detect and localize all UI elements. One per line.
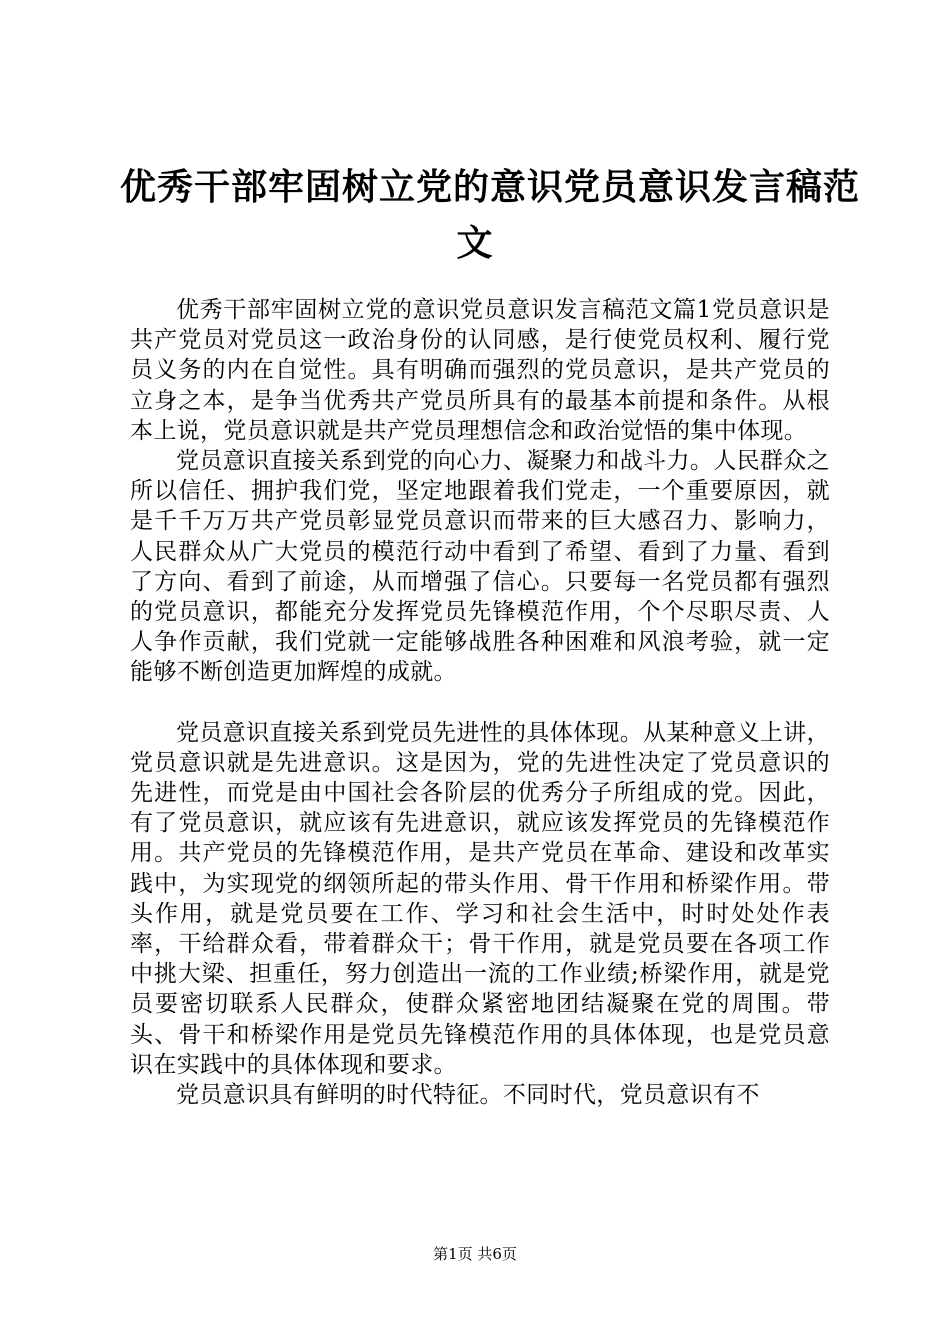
title-line-1: 优秀干部牢固树立党的意识党员意识发言稿范 [120,167,861,208]
paragraph-3: 党员意识直接关系到党员先进性的具体体现。从某种意义上讲，党员意识就是先进意识。这是因为，党的先进性决定了党员意识的先进性，而党是由中国社会各阶层的优秀分子所组成的党。因此，有了党员意识，就应该有先进意识，就应该发挥党员的先锋模范作用。共产党员的先锋模范作用，是共产党员在革命、建设和改革实践中，为实现党的纲领所起的带头作用、骨干作用和桥梁作用。带头作用，就是党员要在工作、学习和社会生活中，时时处处作表率，干给群众看，带着群众干；骨干作用，就是党员要在各项工作中挑大梁、担重任，努力创造出一流的工作业绩;桥梁作用，就是党员要密切联系人民群众，使群众紧密地团结凝聚在党的周围。带头、骨干和桥梁作用是党员先锋模范作用的具体体现，也是党员意识在实践中的具体体现和要求。 [130,719,830,1078]
paragraph-1: 优秀干部牢固树立党的意识党员意识发言稿范文篇1党员意识是共产党员对党员这一政治身份的认同感，是行使党员权利、履行党员义务的内在自觉性。具有明确而强烈的党员意识，是共产党员的立身之本，是争当优秀共产党员所具有的最基本前提和条件。从根本上说，党员意识就是共产党员理想信念和政治觉悟的集中体现。 [130,297,830,444]
document-body [130,295,830,1110]
title-line-2: 文 [456,223,494,264]
page-footer: 第1页 共6页 [433,1245,517,1263]
document-title [120,160,861,272]
paragraph-2: 党员意识直接关系到党的向心力、凝聚力和战斗力。人民群众之所以信任、拥护我们党，坚定地跟着我们党走，一个重要原因，就是千千万万共产党员彰显党员意识而带来的巨大感召力、影响力，人民群众从广大党员的模范行动中看到了希望、看到了力量、看到了方向、看到了前途，从而增强了信心。只要每一名党员都有强烈的党员意识，都能充分发挥党员先锋模范作用，个个尽职尽责、人人争作贡献，我们党就一定能够战胜各种困难和风浪考验，就一定能够不断创造更加辉煌的成就。 [130,448,830,686]
paragraph-4: 党员意识具有鲜明的时代特征。不同时代，党员意识有不 [176,1082,760,1109]
